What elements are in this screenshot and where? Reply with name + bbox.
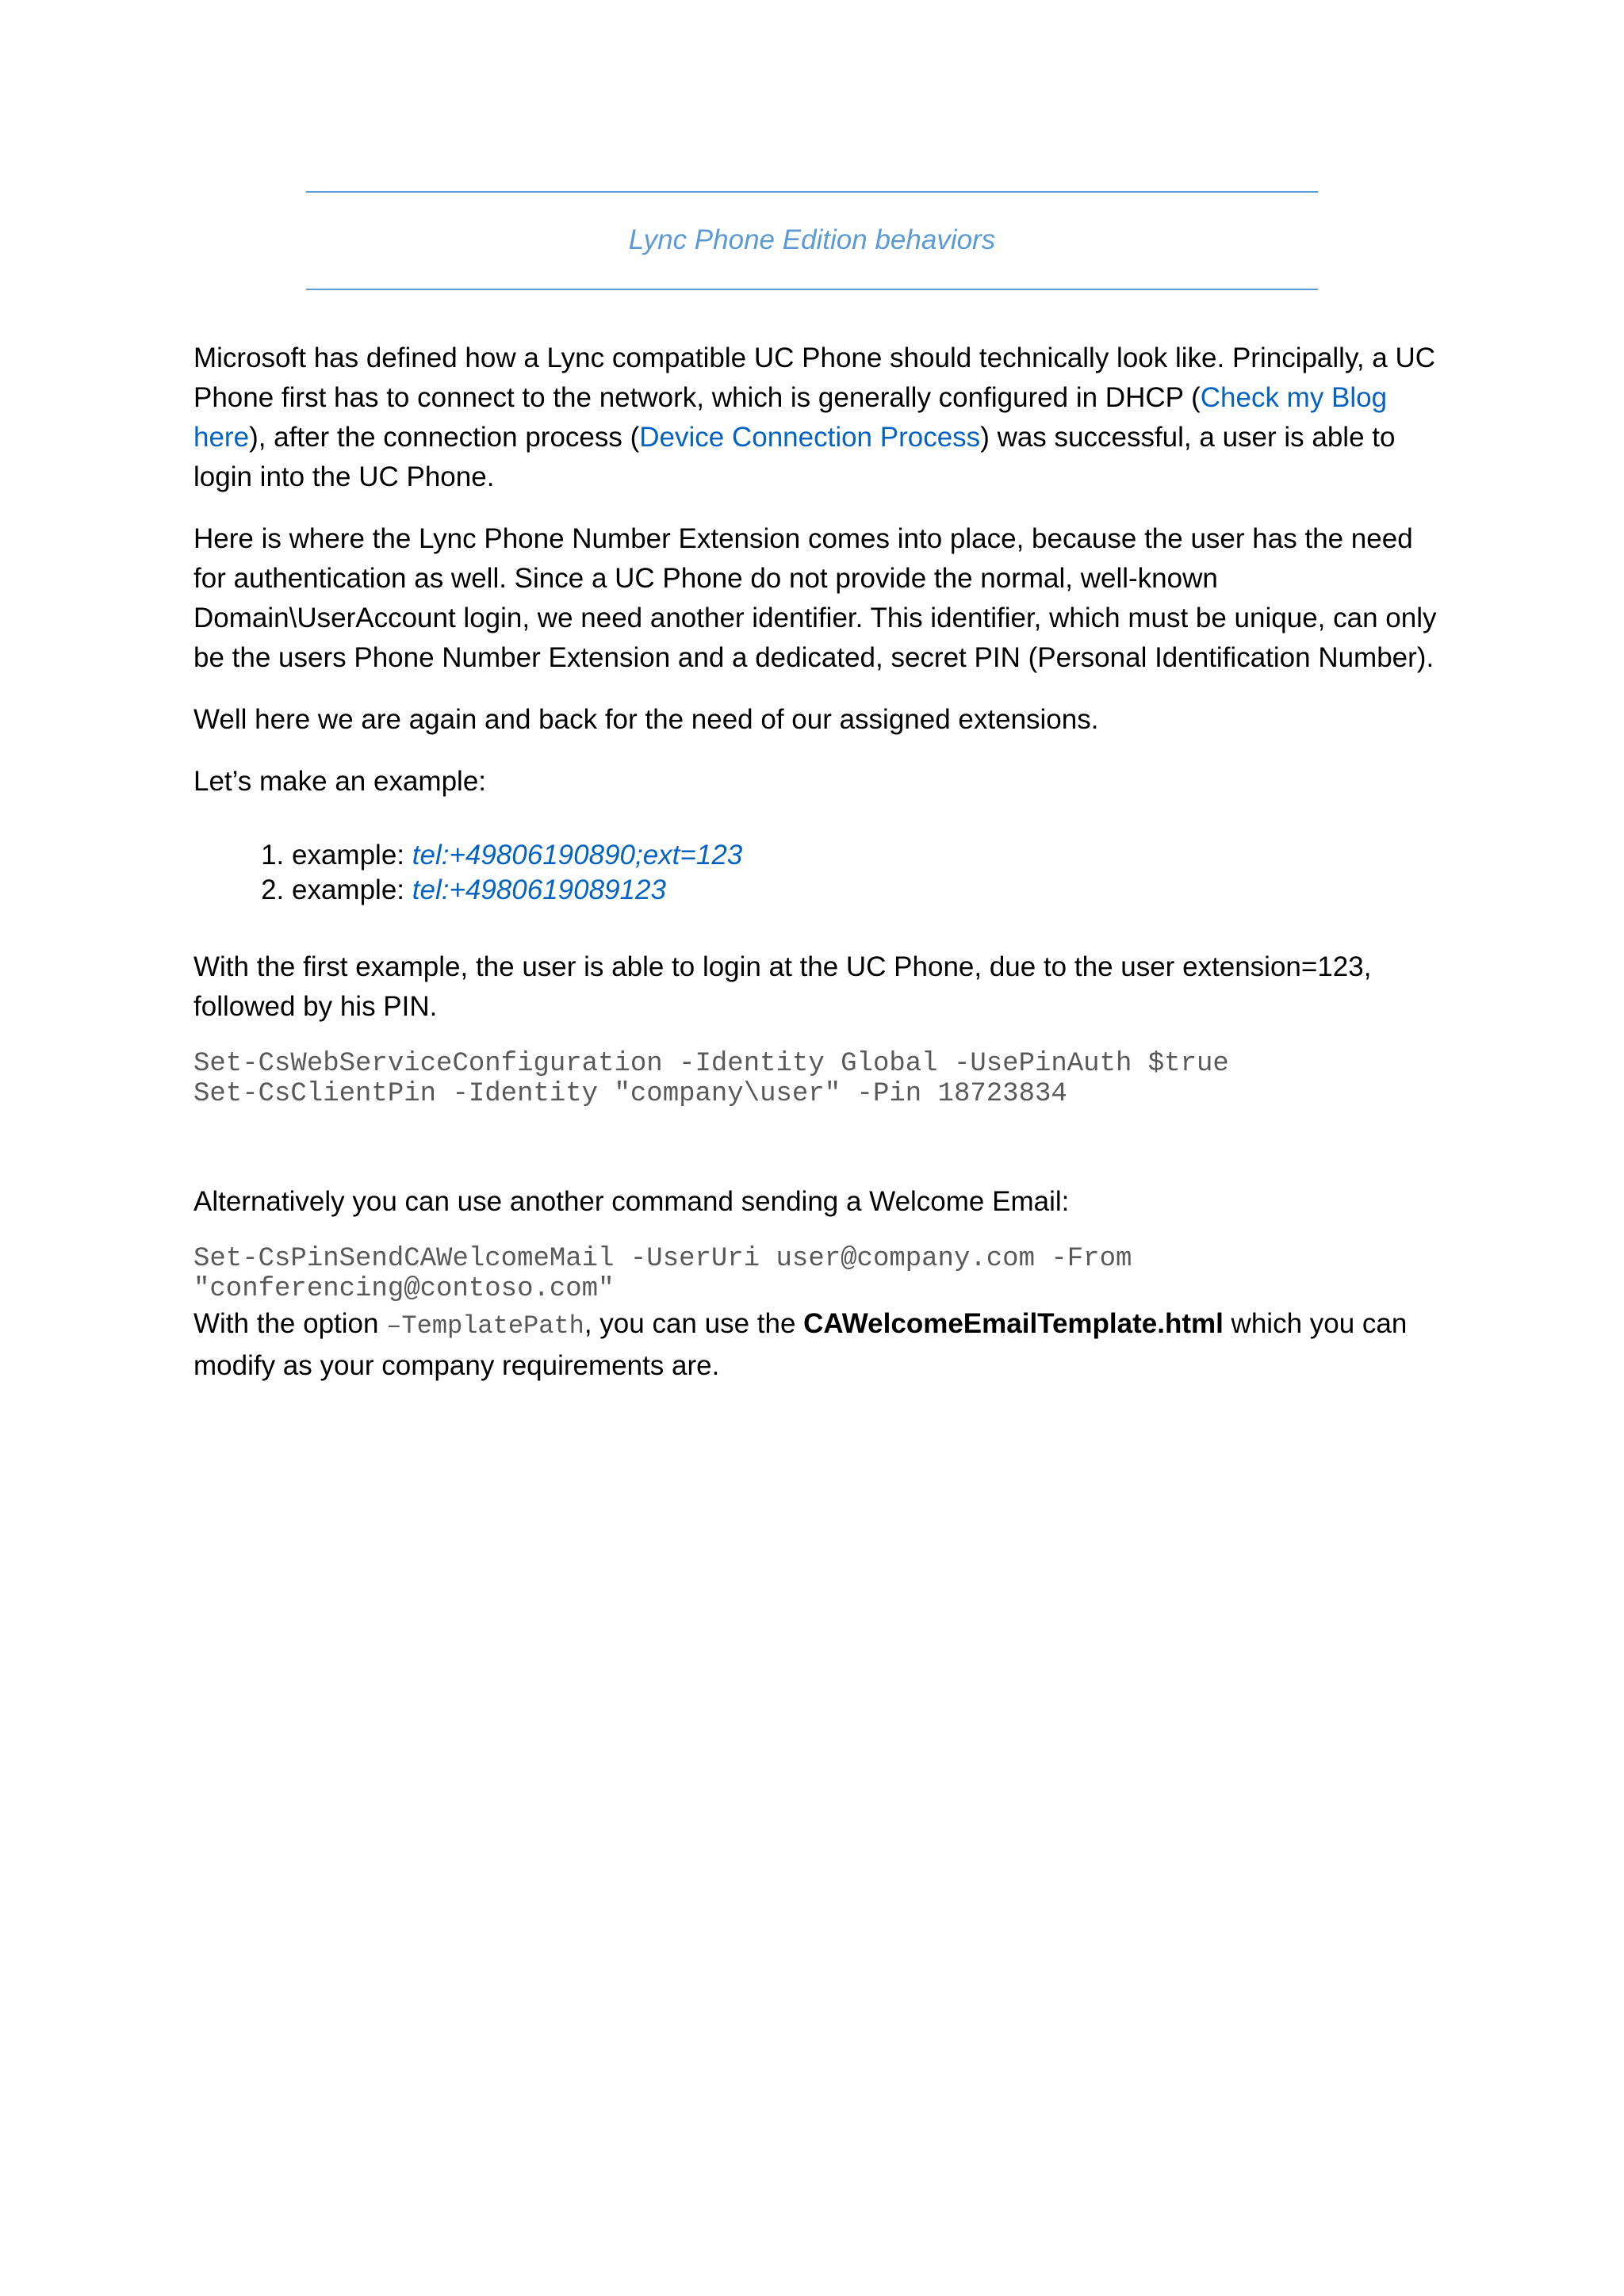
device-connection-process-link[interactable]: Device Connection Process — [639, 422, 981, 453]
paragraph-assigned-extensions: Well here we are again and back for the need of our assigned extensions. — [193, 704, 1099, 735]
paragraph-intro-text-c: ) was successful, a user is able to login into the UC Phone. — [193, 422, 1396, 492]
header — [306, 191, 1318, 290]
tel-uri-full: tel:+4980619089123 — [412, 874, 666, 905]
document-body — [193, 339, 1446, 1408]
code-line: Set-CsClientPin -Identity "company\user" -Pin 18723834 — [193, 1079, 1067, 1109]
header-top-rule — [306, 191, 1318, 193]
paragraph-welcome-email: Alternatively you can use another command sending a Welcome Email: — [193, 1186, 1070, 1217]
page-title: Lync Phone Edition behaviors — [628, 224, 996, 255]
template-file-name: CAWelcomeEmailTemplate.html — [803, 1308, 1224, 1339]
list-item — [292, 838, 1446, 873]
code-line: "conferencing@contoso.com" — [193, 1274, 615, 1304]
paragraph-example-intro: Let’s make an example: — [193, 766, 487, 797]
paragraph-template-text-a: With the option — [193, 1308, 387, 1339]
check-my-blog-link[interactable]: Check my Blog here — [193, 382, 1388, 453]
code-line: Set-CsPinSendCAWelcomeMail -UserUri user@company.com -From — [193, 1244, 1132, 1274]
example-label: example: — [292, 874, 412, 905]
code-block-welcome-mail — [193, 1244, 1446, 1304]
paragraph-template-text-b: , you can use the — [584, 1308, 804, 1339]
paragraph-intro-text-b: ), after the connection process ( — [249, 422, 640, 453]
paragraph-template-text-c: which you can modify as your company requirements are. — [193, 1308, 1408, 1381]
paragraph-first-example: With the first example, the user is able to login at the UC Phone, due to the user extension=123, followed by his PIN. — [193, 951, 1372, 1022]
template-path-option: –TemplatePath — [386, 1311, 584, 1341]
example-list — [193, 838, 1446, 908]
header-bottom-rule — [306, 289, 1318, 290]
paragraph-intro — [193, 339, 1446, 497]
list-item — [292, 873, 1446, 908]
code-line: Set-CsWebServiceConfiguration -Identity Global -UsePinAuth $true — [193, 1049, 1229, 1079]
paragraph-template-path — [193, 1304, 1446, 1386]
example-label: example: — [292, 840, 412, 871]
paragraph-intro-text-a: Microsoft has defined how a Lync compatible UC Phone should technically look like. Principally, a UC Phone first has to connect to the network, which is generally configured in DHCP ( — [193, 342, 1436, 413]
code-block-pin-config — [193, 1049, 1446, 1109]
tel-uri-with-ext: tel:+49806190890;ext=123 — [412, 840, 743, 871]
paragraph-extension: Here is where the Lync Phone Number Extension comes into place, because the user has the need for authentication as well. Since a UC Phone do not provide the normal, well-known Domain\UserAccount login, we need another identifier. This identifier, which must be unique, can only be the users Phone Number Extension and a dedicated, secret PIN (Personal Identification Number). — [193, 523, 1437, 673]
